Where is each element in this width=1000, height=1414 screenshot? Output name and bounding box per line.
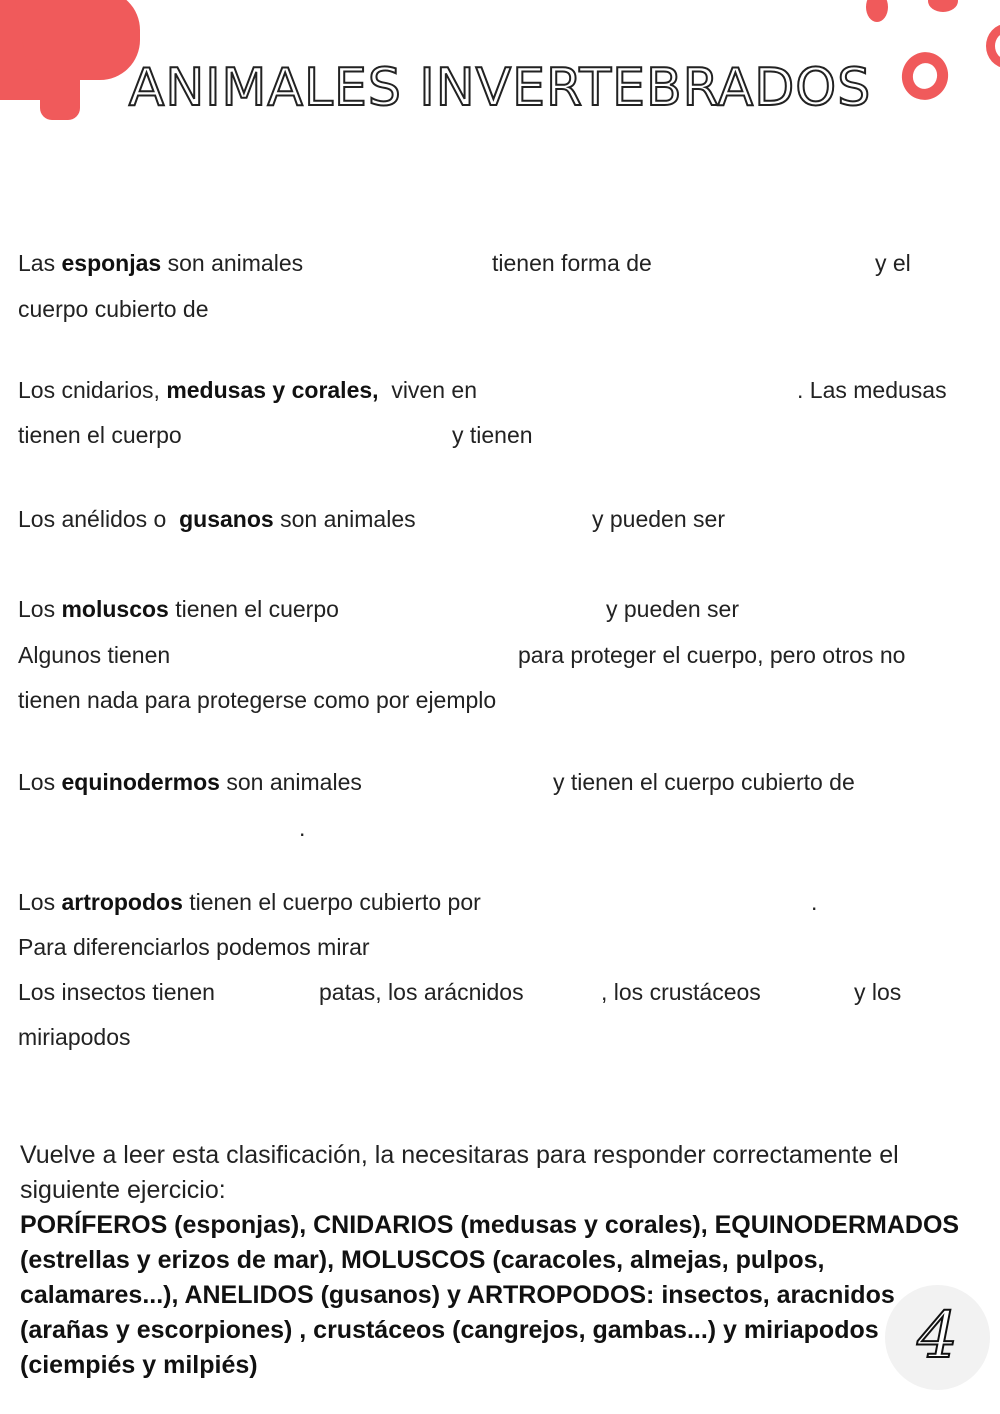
paint-dot-decoration [928,0,958,12]
text-line: y pueden ser [592,506,725,532]
page-number: 4 [917,1299,958,1373]
page-title: ANIMALES INVERTEBRADOS [128,58,872,118]
text-line: tienen el cuerpo [18,422,182,448]
text: tienen el cuerpo cubierto por [182,889,481,915]
page-number-badge [885,1285,990,1390]
text-line: y los [854,979,902,1005]
text-line: Para diferenciarlos podemos mirar [18,934,370,960]
text-line [18,505,416,533]
bold-term: artropodos [61,889,183,915]
text-line [18,376,477,404]
text-line [18,768,362,796]
bold-term: equinodermos [61,769,220,795]
text-line: y el [875,250,911,276]
text-line: patas, los arácnidos [319,979,524,1005]
summary-line: calamares...), ANELIDOS (gusanos) y ARTROPODOS: insectos, aracnidos [20,1281,895,1309]
text: tienen el cuerpo [168,596,339,622]
bold-term: moluscos [61,596,169,622]
text: Los anélidos o [18,506,180,532]
text: Los [18,769,62,795]
text-line: para proteger el cuerpo, pero otros no [518,642,906,668]
summary-line: (arañas y escorpiones) , crustáceos (cangrejos, gambas...) y miriapodos [20,1316,879,1344]
summary-line: PORÍFEROS (esponjas), CNIDARIOS (medusas y corales), EQUINODERMADOS [20,1211,960,1239]
summary-line: (estrellas y erizos de mar), MOLUSCOS (caracoles, almejas, pulpos, [20,1246,825,1274]
text-line: , los crustáceos [601,979,761,1005]
text: Las [18,250,62,276]
text-line: cuerpo cubierto de [18,296,209,322]
summary-line: (ciempiés y milpiés) [20,1351,258,1379]
text: son animales [161,250,304,276]
text-line: y tienen [452,422,533,448]
bold-term: gusanos [179,506,274,532]
bold-term: esponjas [61,250,162,276]
text-line [18,888,481,916]
text-line: y tienen el cuerpo cubierto de [553,769,855,795]
text-line: . Las medusas [797,377,947,403]
text: Los cnidarios, [18,377,167,403]
summary-intro: Vuelve a leer esta clasificación, la necesitaras para responder correctamente el siguiente ejercicio: [20,1141,899,1204]
text-line: tienen nada para protegerse como por ejemplo [18,687,497,713]
text: son animales [273,506,416,532]
text-line: miriapodos [18,1024,131,1050]
text-line: Los insectos tienen [18,979,215,1005]
text-line [18,595,339,623]
text-line: tienen forma de [492,250,652,276]
text-line: y pueden ser [606,596,739,622]
paint-dot-decoration [866,0,888,22]
text-line: Algunos tienen [18,642,171,668]
text: Los [18,889,62,915]
text-line: . [299,815,306,841]
bold-term: medusas y corales, [166,377,379,403]
text: Los [18,596,62,622]
text-line: . [811,889,818,915]
text: son animales [219,769,362,795]
text: viven en [378,377,477,403]
text-line [18,249,303,277]
classification-summary [20,1138,980,1383]
